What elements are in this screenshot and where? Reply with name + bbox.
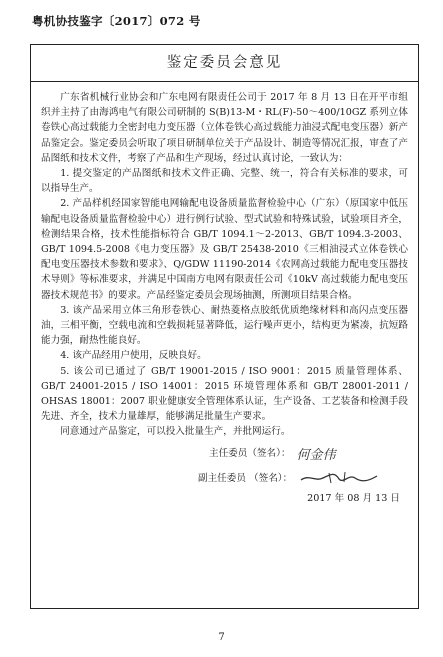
intro-paragraph: 广东省机械行业协会和广东电网有限责任公司于 2017 年 8 月 13 日在开平市组织并主持了由海鸿电气有限公司研制的 S(B)13-M・RL(F)-50～400/10GZ 系列立体卷铁心高过载能力全密封电力变压器（立体卷铁心高过载能力油浸式配电变压器）新产品鉴定会。鉴定委员会听取了项目研制单位关于产品设计、制造等情况汇报，审查了产品图纸和技术文件，考察了产品和生产现场，经过认真讨论，一致认为： — [41, 92, 408, 164]
item-3: 3. 该产品采用立体三角形卷铁心、耐热菱格点胶纸优质绝缘材料和高闪点变压器油，三相平衡，空载电流和空载损耗显著降低，运行噪声更小，结构更为紧凑，抗短路能力强，耐热性能良好。 — [41, 304, 408, 347]
item-1: 1. 提交鉴定的产品图纸和技术文件正确、完整、统一，符合有关标准的要求，可以指导生产。 — [41, 168, 408, 195]
signature-date: 2017 年 08 月 13 日 — [307, 492, 400, 504]
deputy-signature-line — [198, 470, 379, 487]
item-2: 2. 产品样机经国家智能电网输配电设备质量监督检验中心（广东）（原国家中低压输配电设备质量监督检验中心）进行例行试验、型式试验和特殊试验，试验项目齐全，检测结果合格，技术性能指标符合 GB/T 1094.1～2-2013、GB/T 1094.3-2003、GB/T 1094.5-2008《电力变压器》及 GB/T 25438-2010《三相油浸式立体卷铁心配电变压器技术参数和要求》、Q/GDW 11190-2014《农网高过载能力配电变压器技术导则》等标准要求，并满足中国南方电网有限责任公司《10kV 高过载能力配电变压器技术规范书》的要求。产品经鉴定委员会现场抽测，所测项目结果合格。 — [41, 198, 408, 301]
opinion-title: 鉴定委员会意见 — [31, 45, 418, 82]
deputy-handwritten-signature — [299, 470, 379, 486]
director-signature: 何金伟 — [296, 447, 336, 463]
opinion-frame — [30, 44, 419, 609]
director-signature-line — [209, 444, 336, 463]
director-label: 主任委员（签名）： — [209, 447, 291, 459]
document-number: 粤机协技鉴字〔2017〕072 号 — [32, 14, 201, 28]
item-4: 4. 该产品经用户使用，反映良好。 — [60, 350, 207, 362]
deputy-label: 副主任委员 （签名）： — [198, 472, 293, 484]
signature-block — [31, 440, 418, 510]
page-number: 7 — [218, 632, 225, 643]
conclusion: 同意通过产品鉴定，可以投入批量生产，并批网运行。 — [60, 426, 291, 438]
opinion-body — [31, 82, 418, 440]
item-5: 5. 该公司已通过了 GB/T 19001-2015 / ISO 9001：2015 质量管理体系、GB/T 24001-2015 / ISO 14001：2015 环境管理体系和 GB/T 28001-2011 / OHSAS 18001：2007 职业健康安全管理体系认证，生产设备、工艺装备和检测手段先进、齐全，技术力量雄厚，能够满足批量生产要求。 — [41, 365, 408, 423]
